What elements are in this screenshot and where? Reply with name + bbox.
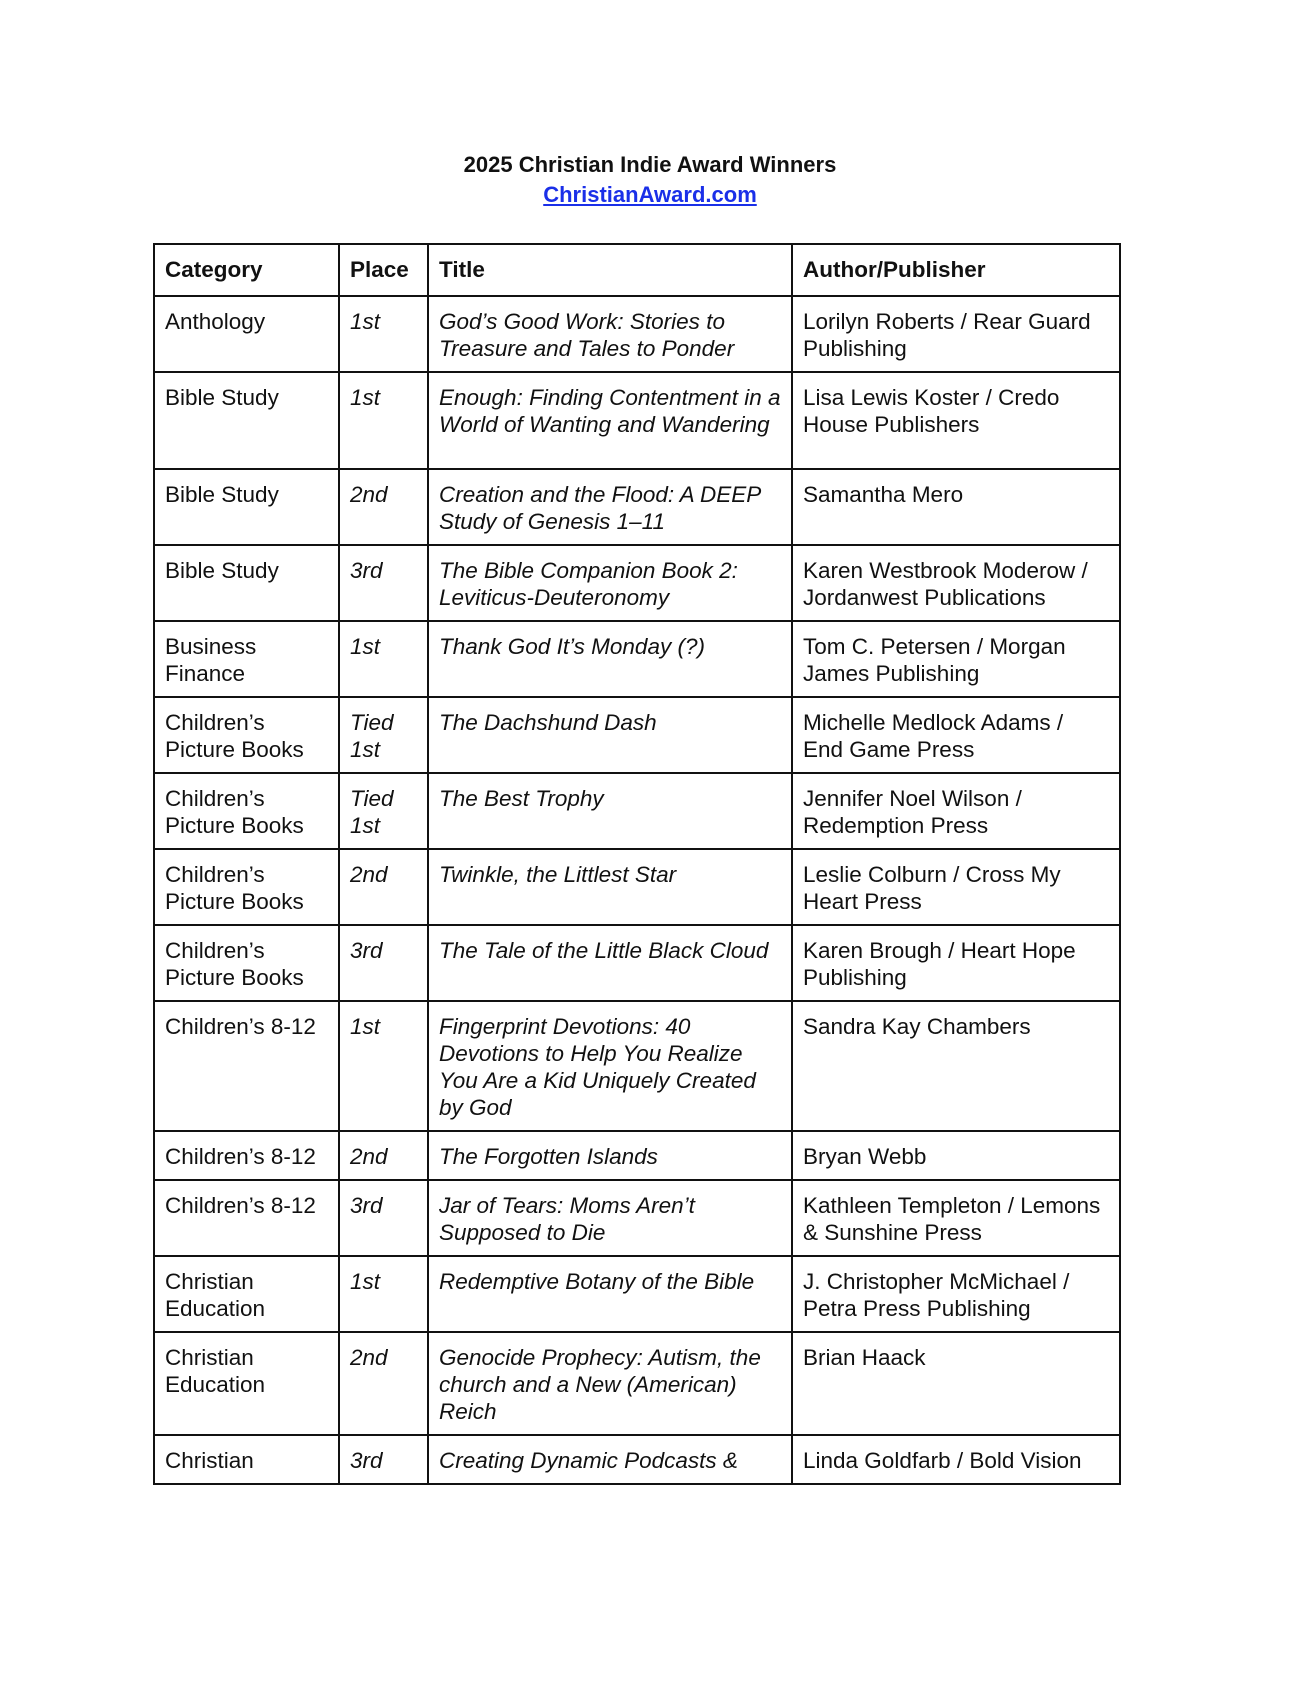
category-cell: Children’s Picture Books xyxy=(154,849,339,925)
category-cell: Children’s Picture Books xyxy=(154,697,339,773)
place-cell: 2nd xyxy=(339,849,428,925)
place-cell: 3rd xyxy=(339,925,428,1001)
place-cell: Tied 1st xyxy=(339,697,428,773)
category-cell: Children’s 8-12 xyxy=(154,1131,339,1180)
column-header-author: Author/Publisher xyxy=(792,244,1120,296)
category-cell: Children’s Picture Books xyxy=(154,925,339,1001)
category-cell: Christian Education xyxy=(154,1332,339,1435)
table-header-row xyxy=(154,244,1120,296)
title-cell: Creation and the Flood: A DEEP Study of Genesis 1–11 xyxy=(428,469,792,545)
column-header-title: Title xyxy=(428,244,792,296)
author-publisher-cell: Brian Haack xyxy=(792,1332,1120,1435)
author-publisher-cell: Leslie Colburn / Cross My Heart Press xyxy=(792,849,1120,925)
page-title: 2025 Christian Indie Award Winners xyxy=(463,152,837,177)
title-cell: Jar of Tears: Moms Aren’t Supposed to Die xyxy=(428,1180,792,1256)
table-row xyxy=(154,621,1120,697)
column-header-category: Category xyxy=(154,244,339,296)
table-row xyxy=(154,697,1120,773)
table-row xyxy=(154,925,1120,1001)
title-cell: The Best Trophy xyxy=(428,773,792,849)
table-row xyxy=(154,1332,1120,1435)
category-cell: Christian xyxy=(154,1435,339,1484)
author-publisher-cell: Bryan Webb xyxy=(792,1131,1120,1180)
table-row xyxy=(154,849,1120,925)
author-publisher-cell: Lorilyn Roberts / Rear Guard Publishing xyxy=(792,296,1120,372)
author-publisher-cell: Michelle Medlock Adams / End Game Press xyxy=(792,697,1120,773)
place-cell: 2nd xyxy=(339,1332,428,1435)
title-cell: Creating Dynamic Podcasts & xyxy=(428,1435,792,1484)
author-publisher-cell: Linda Goldfarb / Bold Vision xyxy=(792,1435,1120,1484)
place-cell: 1st xyxy=(339,1001,428,1131)
place-cell: 2nd xyxy=(339,1131,428,1180)
title-cell: Redemptive Botany of the Bible xyxy=(428,1256,792,1332)
title-cell: The Bible Companion Book 2: Leviticus-Deuteronomy xyxy=(428,545,792,621)
table-row xyxy=(154,469,1120,545)
place-cell: 1st xyxy=(339,621,428,697)
author-publisher-cell: Kathleen Templeton / Lemons & Sunshine Press xyxy=(792,1180,1120,1256)
title-cell: Twinkle, the Littlest Star xyxy=(428,849,792,925)
table-body xyxy=(154,296,1120,1484)
place-cell: 3rd xyxy=(339,1435,428,1484)
category-cell: Children’s Picture Books xyxy=(154,773,339,849)
award-winners-table xyxy=(153,243,1121,1485)
title-cell: Enough: Finding Contentment in a World of Wanting and Wandering xyxy=(428,372,792,469)
author-publisher-cell: Lisa Lewis Koster / Credo House Publishers xyxy=(792,372,1120,469)
category-cell: Anthology xyxy=(154,296,339,372)
table-row xyxy=(154,1180,1120,1256)
table-row xyxy=(154,372,1120,469)
column-header-place: Place xyxy=(339,244,428,296)
title-cell: Thank God It’s Monday (?) xyxy=(428,621,792,697)
category-cell: Bible Study xyxy=(154,469,339,545)
place-cell: 1st xyxy=(339,372,428,469)
category-cell: Children’s 8-12 xyxy=(154,1001,339,1131)
place-cell: 2nd xyxy=(339,469,428,545)
author-publisher-cell: J. Christopher McMichael / Petra Press Publishing xyxy=(792,1256,1120,1332)
table-row xyxy=(154,296,1120,372)
author-publisher-cell: Samantha Mero xyxy=(792,469,1120,545)
title-cell: God’s Good Work: Stories to Treasure and Tales to Ponder xyxy=(428,296,792,372)
place-cell: Tied 1st xyxy=(339,773,428,849)
title-cell: The Forgotten Islands xyxy=(428,1131,792,1180)
author-publisher-cell: Karen Brough / Heart Hope Publishing xyxy=(792,925,1120,1001)
table-row xyxy=(154,1256,1120,1332)
category-cell: Children’s 8-12 xyxy=(154,1180,339,1256)
author-publisher-cell: Tom C. Petersen / Morgan James Publishing xyxy=(792,621,1120,697)
table-row xyxy=(154,1001,1120,1131)
author-publisher-cell: Sandra Kay Chambers xyxy=(792,1001,1120,1131)
author-publisher-cell: Jennifer Noel Wilson / Redemption Press xyxy=(792,773,1120,849)
category-cell: Christian Education xyxy=(154,1256,339,1332)
table-row xyxy=(154,1435,1120,1484)
document-heading xyxy=(0,150,1300,210)
category-cell: Business Finance xyxy=(154,621,339,697)
place-cell: 1st xyxy=(339,296,428,372)
table-row xyxy=(154,545,1120,621)
website-link[interactable]: ChristianAward.com xyxy=(543,182,757,207)
title-cell: Fingerprint Devotions: 40 Devotions to Help You Realize You Are a Kid Uniquely Created by God xyxy=(428,1001,792,1131)
title-cell: Genocide Prophecy: Autism, the church and a New (American) Reich xyxy=(428,1332,792,1435)
author-publisher-cell: Karen Westbrook Moderow / Jordanwest Publications xyxy=(792,545,1120,621)
place-cell: 1st xyxy=(339,1256,428,1332)
category-cell: Bible Study xyxy=(154,372,339,469)
table-row xyxy=(154,773,1120,849)
category-cell: Bible Study xyxy=(154,545,339,621)
place-cell: 3rd xyxy=(339,545,428,621)
title-cell: The Dachshund Dash xyxy=(428,697,792,773)
table-row xyxy=(154,1131,1120,1180)
place-cell: 3rd xyxy=(339,1180,428,1256)
title-cell: The Tale of the Little Black Cloud xyxy=(428,925,792,1001)
